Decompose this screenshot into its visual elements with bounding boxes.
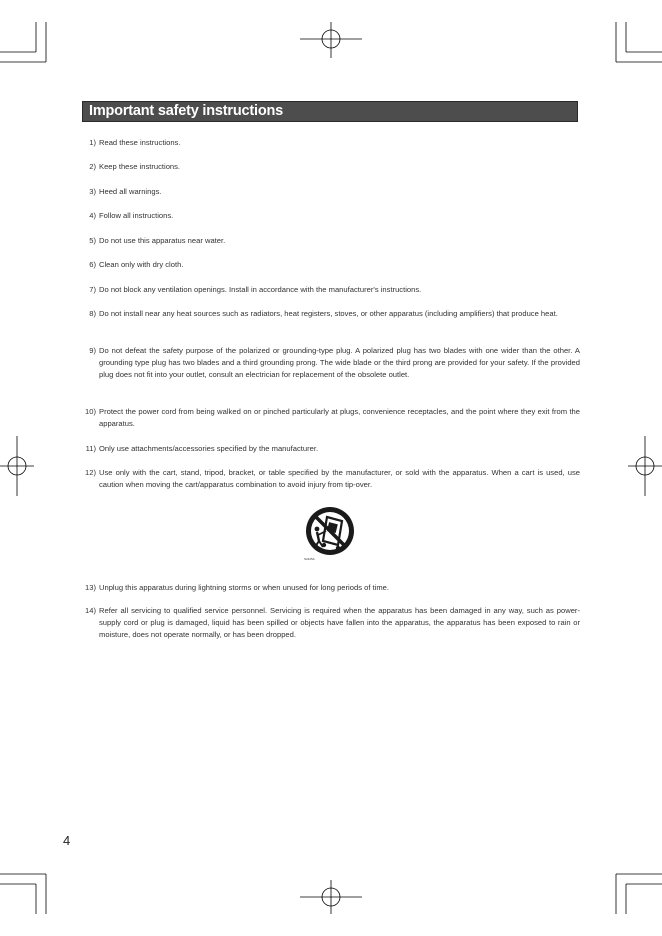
list-item <box>80 284 580 296</box>
section-heading: Important safety instructions <box>82 101 578 122</box>
item-text: Heed all warnings. <box>99 187 162 196</box>
list-item <box>80 308 580 320</box>
cart-tipover-warning-icon <box>302 505 358 561</box>
item-text: Only use attachments/accessories specified by the manufacturer. <box>99 444 319 453</box>
item-text: Keep these instructions. <box>99 162 181 171</box>
item-text: Protect the power cord from being walked on or pinched particularly at plugs, convenience receptacles, and the point where they exit from the apparatus. <box>99 407 580 428</box>
list-item <box>80 582 580 594</box>
item-number: 6) <box>89 260 96 269</box>
item-number: 10) <box>85 407 96 416</box>
item-number: 11) <box>85 444 96 453</box>
page-number: 4 <box>63 833 71 848</box>
item-number: 12) <box>85 468 96 477</box>
list-item <box>80 443 580 455</box>
item-number: 14) <box>85 606 96 615</box>
item-number: 2) <box>89 162 96 171</box>
item-text: Do not block any ventilation openings. Install in accordance with the manufacturer's instructions. <box>99 285 422 294</box>
cart-label: S3125A <box>304 557 315 561</box>
item-text: Unplug this apparatus during lightning storms or when unused for long periods of time. <box>99 583 389 592</box>
list-item <box>80 345 580 381</box>
item-text: Do not defeat the safety purpose of the polarized or grounding-type plug. A polarized plug has two blades with one wider than the other. A grounding type plug has two blades and a third grounding prong. The wide blade or the third prong are provided for your safety. If the provided plug does not fit into your outlet, consult an electrician for replacement of the obsolete outlet. <box>99 346 580 379</box>
list-item <box>80 235 580 247</box>
list-item <box>80 605 580 641</box>
item-text: Follow all instructions. <box>99 211 174 220</box>
item-number: 9) <box>89 346 96 355</box>
list-item <box>80 161 580 173</box>
list-item <box>80 137 580 149</box>
item-number: 4) <box>89 211 96 220</box>
item-number: 3) <box>89 187 96 196</box>
list-item <box>80 210 580 222</box>
item-number: 1) <box>89 138 96 147</box>
item-number: 13) <box>85 583 96 592</box>
list-item <box>80 259 580 271</box>
list-item <box>80 406 580 430</box>
item-text: Do not install near any heat sources such as radiators, heat registers, stoves, or other apparatus (including amplifiers) that produce heat. <box>99 309 558 318</box>
list-item <box>80 186 580 198</box>
item-number: 7) <box>89 285 96 294</box>
item-text: Do not use this apparatus near water. <box>99 236 226 245</box>
item-text: Refer all servicing to qualified service personnel. Servicing is required when the apparatus has been damaged in any way, such as power-supply cord or plug is damaged, liquid has been spilled or objects have fallen into the apparatus, the apparatus has been exposed to rain or moisture, does not operate normally, or has been dropped. <box>99 606 580 639</box>
item-text: Clean only with dry cloth. <box>99 260 184 269</box>
item-text: Use only with the cart, stand, tripod, bracket, or table specified by the manufacturer, or sold with the apparatus. When a cart is used, use caution when moving the cart/apparatus combination to avoid injury from tip-over. <box>99 468 580 489</box>
item-number: 8) <box>89 309 96 318</box>
item-text: Read these instructions. <box>99 138 181 147</box>
list-item <box>80 467 580 491</box>
item-number: 5) <box>89 236 96 245</box>
